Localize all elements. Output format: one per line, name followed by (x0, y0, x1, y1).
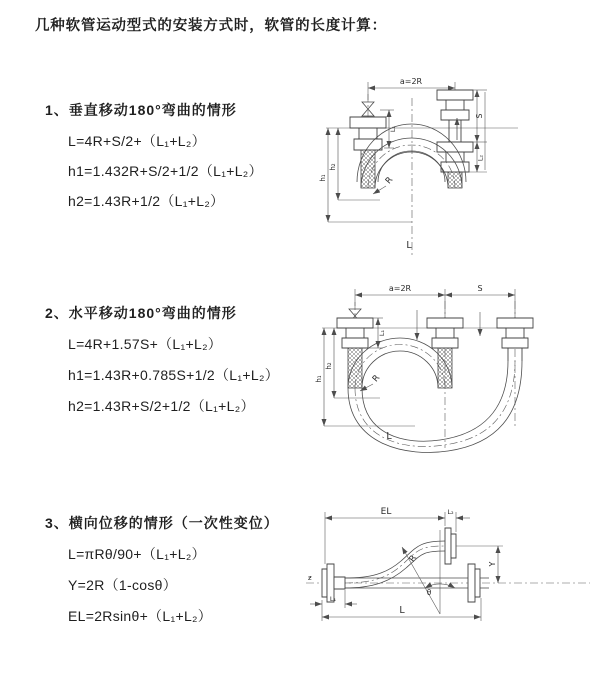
dim-label-a2r: a=2R (388, 284, 412, 293)
formula-line: L=πRθ/90+（L₁+L₂） (68, 546, 206, 562)
section-2-heading: 2、水平移动180°弯曲的情形 (45, 305, 237, 321)
formula-line: h1=1.43R+0.785S+1/2（L₁+L₂） (68, 367, 279, 383)
formula-line: h1=1.432R+S/2+1/2（L₁+L₂） (68, 163, 263, 179)
formula-line: L=4R+S/2+（L₁+L₂） (68, 133, 206, 149)
dimension-s-l2 (462, 90, 487, 172)
section-3-heading: 3、横向位移的情形（一次性变位） (45, 515, 279, 531)
dim-label-h2: h₂ (325, 362, 333, 370)
dimension-l (322, 598, 481, 621)
radius-callout (360, 373, 382, 391)
formula-line: L=4R+1.57S+（L₁+L₂） (68, 336, 223, 352)
upper-flange-assembly (445, 528, 456, 564)
axis-mark-label: ƶ (308, 574, 312, 582)
dim-label-h1: h₁ (315, 375, 323, 383)
dim-label-s: S (477, 284, 483, 293)
dim-label-l2: L₂ (476, 154, 485, 162)
formula-line: h2=1.43R+1/2（L₁+L₂） (68, 193, 225, 209)
length-label: L (406, 240, 412, 251)
formula-line: Y=2R（1-cosθ） (68, 577, 178, 593)
length-label: L (399, 605, 405, 616)
angle-label: θ (426, 588, 432, 597)
middle-flange-assembly (427, 318, 463, 388)
dim-label-h1: h₁ (319, 174, 327, 182)
hose-s-curve (345, 541, 445, 588)
diagram-1-figure (310, 70, 595, 265)
diagram-3-figure (298, 500, 600, 652)
formula-line: h2=1.43R+S/2+1/2（L₁+L₂） (68, 398, 255, 414)
dimension-l1 (380, 110, 397, 148)
left-flange-assembly (350, 117, 386, 188)
dim-label-h2: h₂ (329, 163, 337, 171)
formula-line: EL=2Rsinθ+（L₁+L₂） (68, 608, 213, 624)
dimension-top (355, 284, 515, 322)
radius-label: R (370, 373, 383, 385)
dim-label-l2: L₂ (447, 508, 454, 516)
dim-label-l1: L₁ (329, 595, 337, 603)
dim-label-a2r: a=2R (399, 77, 423, 86)
dim-label-s: S (475, 113, 484, 119)
left-flange-assembly (337, 318, 373, 388)
diagram-2-figure (308, 276, 598, 456)
dim-label-y: Y (488, 561, 497, 567)
radius-label: R (407, 553, 420, 565)
dim-label-l1: L₁ (389, 125, 397, 133)
page-title: 几种软管运动型式的安装方式时，软管的长度计算： (35, 18, 387, 34)
length-label: L (386, 431, 392, 442)
radius-label: R (383, 175, 396, 187)
section-1-heading: 1、垂直移动180°弯曲的情形 (45, 102, 237, 118)
dim-label-l1: L₁ (378, 329, 386, 337)
dim-label-el: EL (380, 507, 392, 517)
